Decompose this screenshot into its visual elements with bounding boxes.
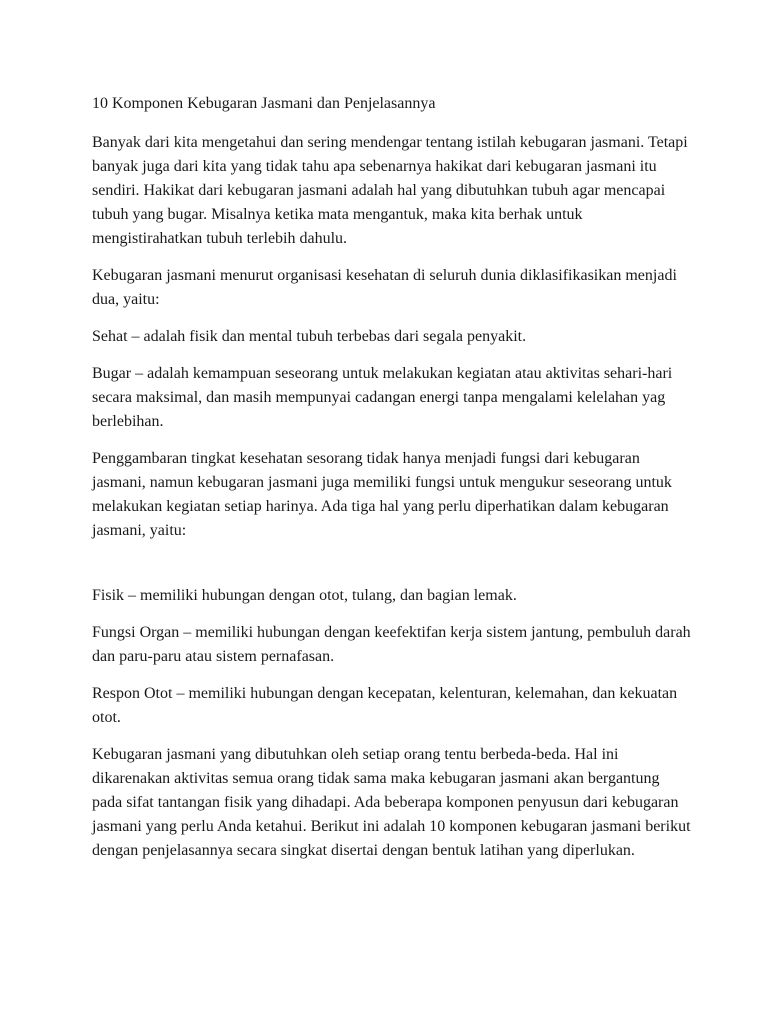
paragraph-fisik: Fisik – memiliki hubungan dengan otot, tulang, dan bagian lemak. [92,587,517,604]
paragraph-bugar: Bugar – adalah kemampuan seseorang untuk melakukan kegiatan atau aktivitas sehari-hari secara maksimal, dan masih mempunyai cadangan energi tanpa mengalami kelelahan yag berlebihan. [92,365,673,430]
blank-line [92,556,692,584]
document-title: 10 Komponen Kebugaran Jasmani dan Penjelasannya [92,95,436,112]
paragraph-respon-otot: Respon Otot – memiliki hubungan dengan kecepatan, kelenturan, kelemahan, dan kekuatan otot. [92,685,678,726]
paragraph-intro: Banyak dari kita mengetahui dan sering mendengar tentang istilah kebugaran jasmani. Tetapi banyak juga dari kita yang tidak tahu apa sebenarnya hakikat dari kebugaran jasmani itu sendiri. Hakikat dari kebugaran jasmani adalah hal yang dibutuhkan tubuh agar mencapai tubuh yang bugar. Misalnya ketika mata mengantuk, maka kita berhak untuk mengistirahatkan tubuh terlebih dahulu. [92,134,688,247]
paragraph-komponen: Kebugaran jasmani yang dibutuhkan oleh setiap orang tentu berbeda-beda. Hal ini dikarenakan aktivitas semua orang tidak sama maka kebugaran jasmani akan bergantung pada sifat tantangan fisik yang dihadapi. Ada beberapa komponen penyusun dari kebugaran jasmani yang perlu Anda ketahui. Berikut ini adalah 10 komponen kebugaran jasmani berikut dengan penjelasannya secara singkat disertai dengan bentuk latihan yang diperlukan. [92,746,691,859]
paragraph-sehat: Sehat – adalah fisik dan mental tubuh terbebas dari segala penyakit. [92,328,527,345]
document-page [92,92,692,876]
paragraph-fungsi-organ: Fungsi Organ – memiliki hubungan dengan keefektifan kerja sistem jantung, pembuluh darah dan paru-paru atau sistem pernafasan. [92,624,691,665]
paragraph-classification: Kebugaran jasmani menurut organisasi kesehatan di seluruh dunia diklasifikasikan menjadi dua, yaitu: [92,267,677,308]
paragraph-penggambaran: Penggambaran tingkat kesehatan sesorang tidak hanya menjadi fungsi dari kebugaran jasmani, namun kebugaran jasmani juga memiliki fungsi untuk mengukur seseorang untuk melakukan kegiatan setiap harinya. Ada tiga hal yang perlu diperhatikan dalam kebugaran jasmani, yaitu: [92,450,672,539]
